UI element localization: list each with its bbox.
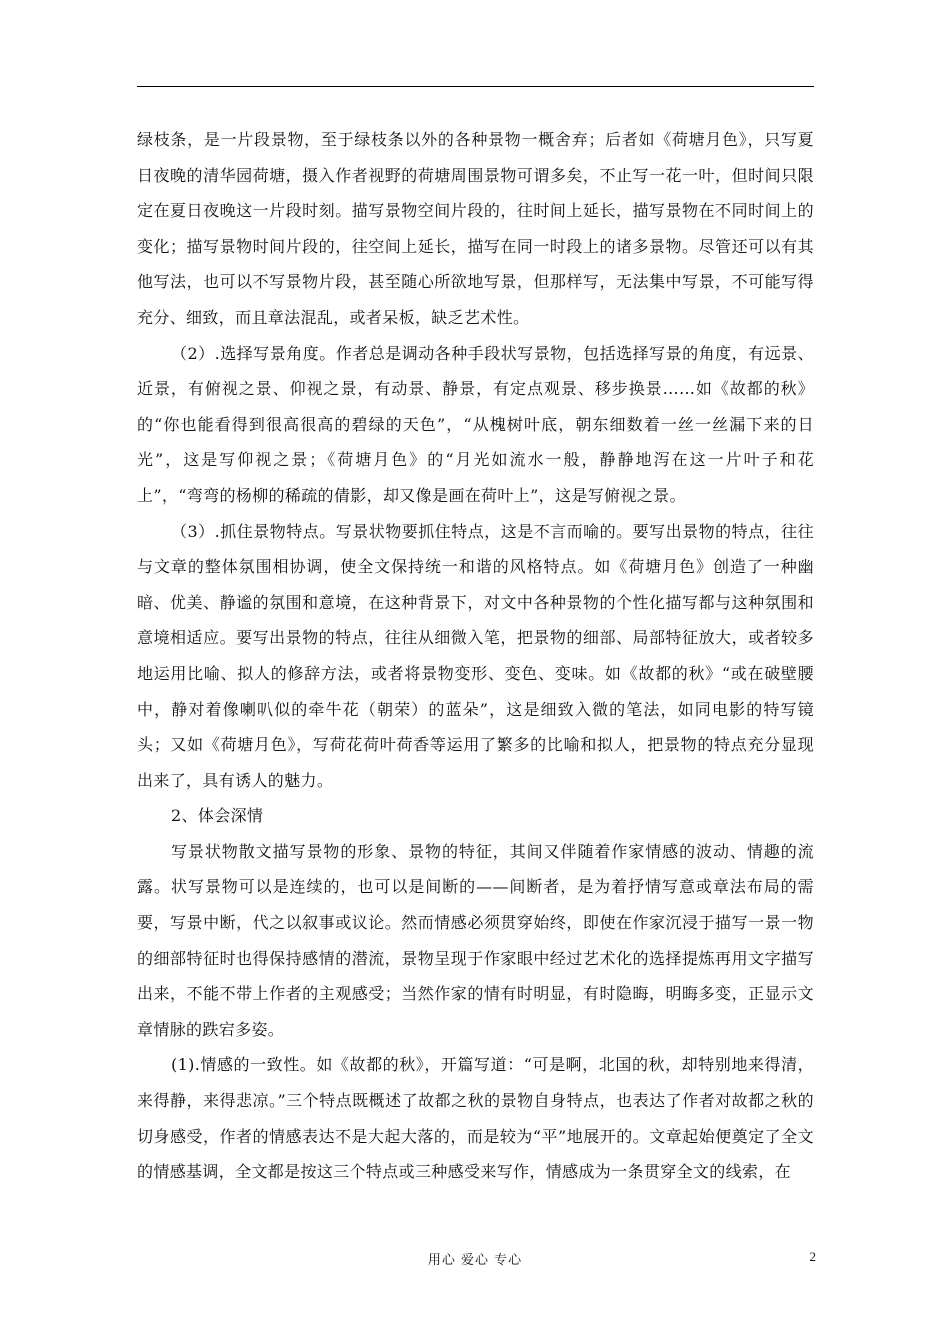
header-rule [137, 86, 814, 87]
paragraph-continuation: 绿枝条，是一片段景物，至于绿枝条以外的各种景物一概舍弃；后者如《荷塘月色》，只写夏日夜晚的清华园荷塘，摄入作者视野的荷塘周围景物可谓多矣，不止写一花一叶，但时间只限定在夏日夜晚这一片段时刻。描写景物空间片段的，往时间上延长，描写景物在不同时间上的变化；描写景物时间片段的，往空间上延长，描写在同一时段上的诸多景物。尽管还可以有其他写法，也可以不写景物片段，甚至随心所欲地写景，但那样写，无法集中写景，不可能写得充分、细致，而且章法混乱，或者呆板，缺乏艺术性。 [137, 130, 814, 327]
body-text [137, 122, 814, 1190]
section-heading: 2、体会深情 [171, 806, 264, 826]
paragraph-emotion-consistency: (1).情感的一致性。如《故都的秋》，开篇写道：“可是啊，北国的秋，却特别地来得清，来得静，来得悲凉。”三个特点既概述了故都之秋的景物自身特点，也表达了作者对故都之秋的切身感受，作者的情感表达不是大起大落的，而是较为“平”地展开的。文章起始便奠定了全文的情感基调，全文都是按这三个特点或三种感受来写作，情感成为一条贯穿全文的线索，在 [137, 1055, 814, 1182]
paragraph-scene-features: （3）.抓住景物特点。写景状物要抓住特点，这是不言而喻的。要写出景物的特点，往往与文章的整体氛围相协调，使全文保持统一和谐的风格特点。如《荷塘月色》创造了一种幽暗、优美、静谧的氛围和意境，在这种背景下，对文中各种景物的个性化描写都与这种氛围和意境相适应。要写出景物的特点，往往从细微入笔，把景物的细部、局部特征放大，或者较多地运用比喻、拟人的修辞方法，或者将景物变形、变色、变味。如《故都的秋》“或在破壁腰中，静对着像喇叭似的牵牛花（朝荣）的蓝朵”，这是细致入微的笔法，如同电影的特写镜头；又如《荷塘月色》，写荷花荷叶荷香等运用了繁多的比喻和拟人，把景物的特点充分显现出来了，具有诱人的魅力。 [137, 521, 814, 790]
paragraph-emotion-intro: 写景状物散文描写景物的形象、景物的特征，其间又伴随着作家情感的波动、情趣的流露。状写景物可以是连续的，也可以是间断的——间断者，是为着抒情写意或章法布局的需要，写景中断，代之以叙事或议论。然而情感必须贯穿始终，即使在作家沉浸于描写一景一物的细部特征时也得保持感情的潜流，景物呈现于作家眼中经过艺术化的选择提炼再用文字描写出来，不能不带上作者的主观感受；当然作家的情有时明显，有时隐晦，明晦多变，正显示文章情脉的跌宕多姿。 [137, 841, 814, 1039]
footer-text: 用心 爱心 专心 [427, 1253, 523, 1268]
page-number: 2 [809, 1249, 816, 1264]
paragraph-writing-angle: （2）.选择写景角度。作者总是调动各种手段状写景物，包括选择写景的角度，有远景、近景，有俯视之景、仰视之景，有动景、静景，有定点观景、移步换景……如《故都的秋》的“你也能看得到很高很高的碧绿的天色”，“从槐树叶底，朝东细数着一丝一丝漏下来的日光”，这是写仰视之景；《荷塘月色》的“月光如流水一般，静静地泻在这一片叶子和花上”，“弯弯的杨柳的稀疏的倩影，却又像是画在荷叶上”，这是写俯视之景。 [137, 343, 814, 505]
